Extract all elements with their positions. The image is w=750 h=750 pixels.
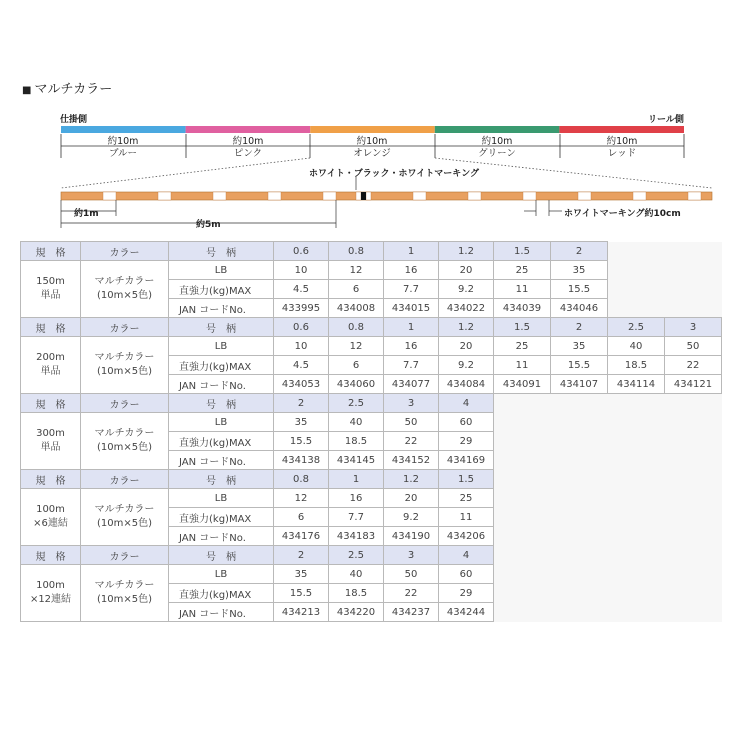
table-header-row: [21, 242, 722, 261]
table-header-row: [21, 546, 722, 565]
size-cell: 1.5: [494, 318, 551, 337]
spec-line: ×12連結: [29, 594, 72, 605]
size-cell: 2: [551, 242, 608, 261]
segment-label-orange: 約10m オレンジ: [353, 136, 391, 159]
value-cell: 40: [608, 337, 665, 356]
size-cell: 2.5: [329, 394, 384, 413]
size-cell: 0.8: [274, 470, 329, 489]
spec-cell: [21, 261, 81, 318]
size-cell: 1: [384, 242, 439, 261]
color-segment-0: [61, 126, 186, 133]
header-size: 号 柄: [169, 318, 274, 337]
size-cell: 4: [439, 394, 494, 413]
end-label-left: 仕掛側: [60, 115, 88, 125]
value-cell: 434008: [329, 299, 384, 318]
value-cell: 434022: [439, 299, 494, 318]
value-cell: 9.2: [384, 508, 439, 527]
size-cell: 1.2: [384, 470, 439, 489]
marking-label: ホワイト・ブラック・ホワイトマーキング: [309, 169, 480, 179]
table-header-row: [21, 318, 722, 337]
value-cell: 16: [384, 261, 439, 280]
color-cell: [81, 261, 169, 318]
value-cell: 7.7: [384, 280, 439, 299]
section-title: マルチカラー: [34, 82, 113, 97]
color-line: (10m×5色): [96, 366, 152, 377]
dimension-white-marking: ホワイトマーキング約10cm: [564, 209, 681, 219]
color-segment-4: [559, 126, 684, 133]
color-segment-1: [186, 126, 311, 133]
size-cell: 1.5: [494, 242, 551, 261]
color-line: マルチカラー: [94, 580, 155, 591]
empty-area: [494, 394, 722, 470]
header-color: カラー: [81, 318, 169, 337]
color-line: (10m×5色): [96, 290, 152, 301]
value-cell: 434244: [439, 603, 494, 622]
size-cell: 1: [384, 318, 439, 337]
spec-line: 200m: [36, 352, 65, 363]
row-label-strength: 直強力(kg)MAX: [169, 584, 274, 603]
segment-label-blue: 約10m ブルー: [107, 136, 139, 159]
table-header-row: [21, 470, 722, 489]
header-spec: 規 格: [21, 470, 81, 489]
header-size: 号 柄: [169, 546, 274, 565]
segment-label-red: 約10m レッド: [606, 136, 638, 159]
value-cell: 18.5: [329, 584, 384, 603]
row-label-jan: JAN コードNo.: [169, 451, 274, 470]
row-label-jan: JAN コードNo.: [169, 527, 274, 546]
value-cell: 434183: [329, 527, 384, 546]
value-cell: 35: [551, 337, 608, 356]
color-bar: [61, 126, 684, 133]
value-cell: 4.5: [274, 356, 329, 375]
value-cell: 25: [439, 489, 494, 508]
value-cell: 11: [494, 280, 551, 299]
value-cell: 4.5: [274, 280, 329, 299]
value-cell: 434213: [274, 603, 329, 622]
size-cell: 1: [329, 470, 384, 489]
row-label-jan: JAN コードNo.: [169, 299, 274, 318]
value-cell: 50: [384, 565, 439, 584]
spec-line: 単品: [40, 366, 61, 377]
color-line: (10m×5色): [96, 594, 152, 605]
value-cell: 16: [384, 337, 439, 356]
value-cell: 15.5: [551, 356, 608, 375]
size-cell: 3: [384, 394, 439, 413]
size-cell: 1.2: [439, 242, 494, 261]
size-cell: 0.6: [274, 318, 329, 337]
dimension-5m: 約5m: [196, 220, 221, 230]
value-cell: 9.2: [439, 280, 494, 299]
header-size: 号 柄: [169, 470, 274, 489]
size-cell: 1.5: [439, 470, 494, 489]
color-line: (10m×5色): [96, 442, 152, 453]
header-spec: 規 格: [21, 546, 81, 565]
value-cell: 434107: [551, 375, 608, 394]
value-cell: 434053: [274, 375, 329, 394]
value-cell: 434176: [274, 527, 329, 546]
spec-line: 100m: [36, 580, 65, 591]
size-cell: 0.8: [329, 242, 384, 261]
value-cell: 434220: [329, 603, 384, 622]
color-line: マルチカラー: [94, 352, 155, 363]
value-cell: 10: [274, 337, 329, 356]
value-cell: 433995: [274, 299, 329, 318]
row-label-jan: JAN コードNo.: [169, 375, 274, 394]
header-size: 号 柄: [169, 242, 274, 261]
header-color: カラー: [81, 394, 169, 413]
size-cell: 0.8: [329, 318, 384, 337]
row-label-lb: LB: [169, 261, 274, 280]
spec-cell: [21, 413, 81, 470]
line-diagram: [0, 0, 750, 240]
row-label-lb: LB: [169, 337, 274, 356]
end-label-right: リール側: [648, 115, 684, 125]
value-cell: 40: [329, 565, 384, 584]
value-cell: 25: [494, 261, 551, 280]
value-cell: 22: [384, 432, 439, 451]
segment-label-pink: 約10m ピンク: [232, 136, 264, 159]
value-cell: 29: [439, 584, 494, 603]
value-cell: 22: [665, 356, 722, 375]
value-cell: 16: [329, 489, 384, 508]
row-label-lb: LB: [169, 413, 274, 432]
size-cell: 2: [274, 546, 329, 565]
row-label-lb: LB: [169, 489, 274, 508]
square-bullet-icon: ■: [22, 85, 32, 96]
value-cell: 35: [274, 565, 329, 584]
dimension-lines: [61, 176, 562, 228]
value-cell: 20: [439, 337, 494, 356]
value-cell: 11: [494, 356, 551, 375]
header-spec: 規 格: [21, 394, 81, 413]
color-cell: [81, 489, 169, 546]
value-cell: 25: [494, 337, 551, 356]
size-cell: 2: [274, 394, 329, 413]
header-spec: 規 格: [21, 318, 81, 337]
value-cell: 18.5: [329, 432, 384, 451]
row-label-jan: JAN コードNo.: [169, 603, 274, 622]
row-label-strength: 直強力(kg)MAX: [169, 508, 274, 527]
empty-area: [494, 470, 722, 546]
spec-line: 150m: [36, 276, 65, 287]
value-cell: 50: [665, 337, 722, 356]
value-cell: 7.7: [329, 508, 384, 527]
value-cell: 434084: [439, 375, 494, 394]
value-cell: 434039: [494, 299, 551, 318]
color-cell: [81, 413, 169, 470]
value-cell: 434077: [384, 375, 439, 394]
segment-label-green: 約10m グリーン: [478, 136, 516, 159]
value-cell: 434114: [608, 375, 665, 394]
spec-cell: [21, 565, 81, 622]
size-cell: 2.5: [608, 318, 665, 337]
value-cell: 434046: [551, 299, 608, 318]
header-color: カラー: [81, 546, 169, 565]
value-cell: 9.2: [439, 356, 494, 375]
size-cell: 2.5: [329, 546, 384, 565]
value-cell: 434145: [329, 451, 384, 470]
value-cell: 434152: [384, 451, 439, 470]
value-cell: 434138: [274, 451, 329, 470]
value-cell: 15.5: [274, 432, 329, 451]
empty-area: [494, 546, 722, 622]
size-cell: 2: [551, 318, 608, 337]
value-cell: 29: [439, 432, 494, 451]
header-size: 号 柄: [169, 394, 274, 413]
value-cell: 20: [384, 489, 439, 508]
value-cell: 15.5: [551, 280, 608, 299]
row-label-strength: 直強力(kg)MAX: [169, 432, 274, 451]
value-cell: 10: [274, 261, 329, 280]
color-segment-2: [310, 126, 435, 133]
value-cell: 434091: [494, 375, 551, 394]
diagram-graphic: [0, 0, 750, 240]
spec-cell: [21, 489, 81, 546]
value-cell: 15.5: [274, 584, 329, 603]
value-cell: 12: [329, 261, 384, 280]
enlarged-line: [61, 192, 712, 200]
color-cell: [81, 337, 169, 394]
spec-line: 単品: [40, 442, 61, 453]
size-cell: 1.2: [439, 318, 494, 337]
value-cell: 6: [274, 508, 329, 527]
header-color: カラー: [81, 242, 169, 261]
header-spec: 規 格: [21, 242, 81, 261]
value-cell: 6: [329, 356, 384, 375]
size-cell: 0.6: [274, 242, 329, 261]
value-cell: 434015: [384, 299, 439, 318]
color-line: マルチカラー: [94, 504, 155, 515]
row-label-strength: 直強力(kg)MAX: [169, 280, 274, 299]
color-cell: [81, 565, 169, 622]
size-cell: 3: [665, 318, 722, 337]
value-cell: 12: [274, 489, 329, 508]
value-cell: 434060: [329, 375, 384, 394]
value-cell: 18.5: [608, 356, 665, 375]
color-segment-3: [435, 126, 560, 133]
row-label-strength: 直強力(kg)MAX: [169, 356, 274, 375]
spec-line: 100m: [36, 504, 65, 515]
color-line: (10m×5色): [96, 518, 152, 529]
value-cell: 35: [274, 413, 329, 432]
value-cell: 60: [439, 413, 494, 432]
value-cell: 6: [329, 280, 384, 299]
value-cell: 22: [384, 584, 439, 603]
spec-line: 300m: [36, 428, 65, 439]
value-cell: 434121: [665, 375, 722, 394]
dimension-1m: 約1m: [74, 209, 99, 219]
header-color: カラー: [81, 470, 169, 489]
value-cell: 60: [439, 565, 494, 584]
empty-area: [608, 242, 722, 318]
value-cell: 12: [329, 337, 384, 356]
spec-line: ×6連結: [33, 518, 68, 529]
size-cell: 3: [384, 546, 439, 565]
row-label-lb: LB: [169, 565, 274, 584]
table-row: [21, 337, 722, 356]
spec-table: [20, 241, 722, 622]
color-line: マルチカラー: [94, 276, 155, 287]
value-cell: 434206: [439, 527, 494, 546]
value-cell: 11: [439, 508, 494, 527]
value-cell: 40: [329, 413, 384, 432]
value-cell: 434237: [384, 603, 439, 622]
value-cell: 434169: [439, 451, 494, 470]
value-cell: 20: [439, 261, 494, 280]
value-cell: 35: [551, 261, 608, 280]
size-cell: 4: [439, 546, 494, 565]
color-line: マルチカラー: [94, 428, 155, 439]
value-cell: 7.7: [384, 356, 439, 375]
spec-line: 単品: [40, 290, 61, 301]
spec-cell: [21, 337, 81, 394]
value-cell: 50: [384, 413, 439, 432]
value-cell: 434190: [384, 527, 439, 546]
table-header-row: [21, 394, 722, 413]
